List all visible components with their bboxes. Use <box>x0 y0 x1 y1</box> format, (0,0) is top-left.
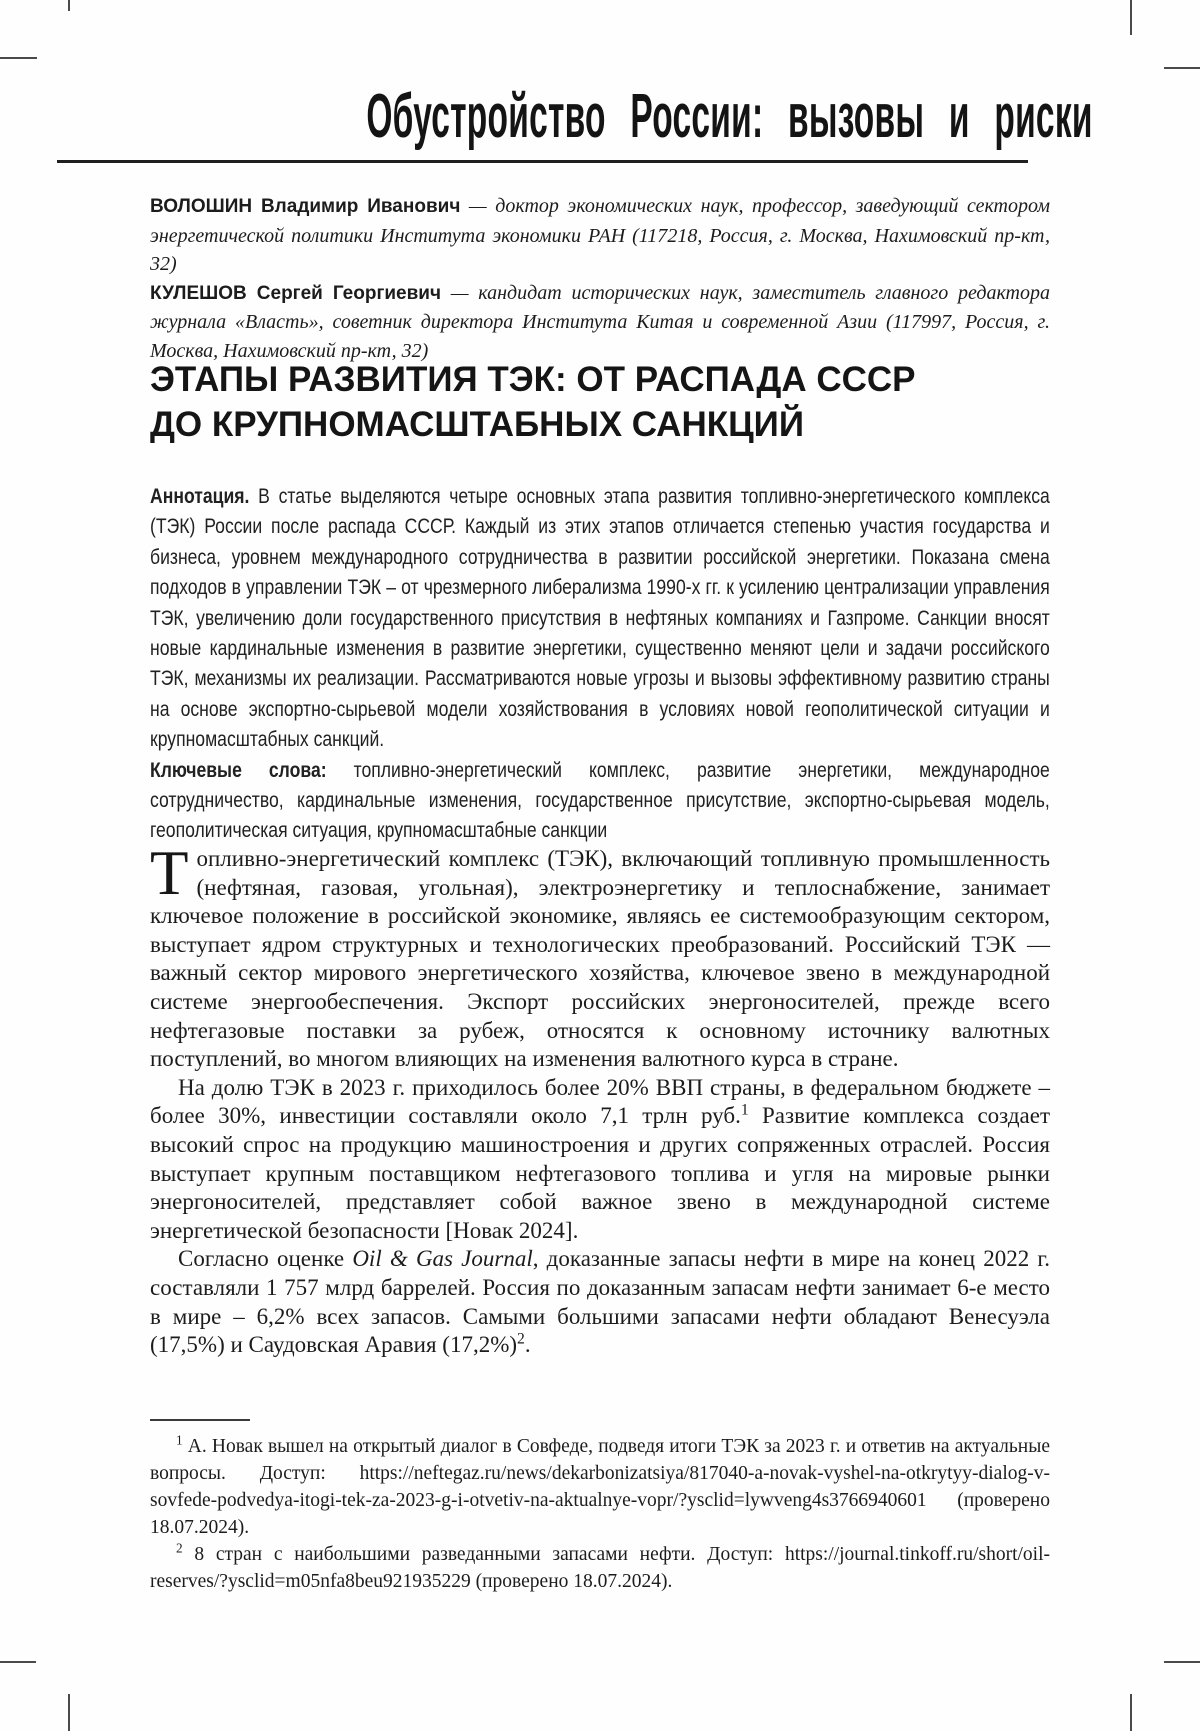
author-affiliation: — доктор экономических наук, профессор, заведующий сектором энергетической политики Института экономики РАН (117218, Россия, г. Москва, Нахимовский пр-кт, 32) <box>150 195 1050 275</box>
body-paragraph-3-text: . <box>524 1332 531 1358</box>
footnote-1-marker: 1 <box>176 1432 183 1448</box>
author-entry <box>150 192 1050 279</box>
keywords-label: Ключевые слова: <box>150 757 327 782</box>
footnote-separator <box>150 1419 250 1421</box>
scan-mark-bottom-right-horizontal <box>1164 1661 1200 1663</box>
section-header: Обустройство России: вызовы и риски <box>366 82 1093 151</box>
footnotes-block <box>150 1433 1050 1595</box>
scan-mark-top-right-horizontal <box>1164 67 1200 69</box>
body-paragraph-2-text: На долю ТЭК в 2023 г. приходилось более 20% ВВП страны, в федеральном бюджете – более 30%, инвестиции составляли около 7,1 трлн руб. <box>150 1074 1050 1129</box>
body-paragraph-2 <box>150 1074 1050 1246</box>
body-paragraph-3 <box>150 1245 1050 1359</box>
author-block <box>150 192 1050 365</box>
footnote-1-text: А. Новак вышел на открытый диалог в Совфеде, подведя итоги ТЭК за 2023 г. и ответив на актуальные вопросы. Доступ: https://neftegaz.ru/news/dekarbonizatsiya/817040-a-novak-vyshel-na-otkrytyy-dialog-v-sovfede-podvedya-itogi-tek-za-2023-g-i-otvetiv-na-aktualnye-vopr/?ysclid=lywveng4s3766940601 (проверено 18.07.2024). <box>150 1436 1050 1538</box>
footnote-2 <box>150 1541 1050 1595</box>
keywords-paragraph <box>150 755 1050 846</box>
scan-mark-top-left-vertical <box>68 0 70 11</box>
drop-cap: Т <box>150 838 189 908</box>
abstract-label: Аннотация. <box>150 484 250 508</box>
body-paragraph-1-text: опливно-энергетический комплекс (ТЭК), включающий топливную промышленность (нефтяная, газовая, угольная), электроэнергетику и теплоснабжение, занимает ключевое положение в российской экономике, являясь ее системообразующим сектором, выступает ядром структурных и технологических преобразований. Российский ТЭК — важный сектор мирового энергетического хозяйства, ключевое звено в международной системе энергообеспечения. Экспорт российских энергоносителей, прежде всего нефтегазовые поставки за рубеж, относятся к основному источнику валютных поступлений, во многом влияющих на изменения валютного курса в стране. <box>150 846 1050 1072</box>
author-name: ВОЛОШИН Владимир Иванович <box>150 196 461 217</box>
article-title-line-1: ЭТАПЫ РАЗВИТИЯ ТЭК: ОТ РАСПАДА СССР <box>150 360 916 399</box>
abstract-text: В статье выделяются четыре основных этапа развития топливно-энергетического комплекса (ТЭК) России после распада СССР. Каждый из этих этапов отличается степенью участия государства и бизнеса, уровнем международного сотрудничества в развитии российской энергетики. Показана смена подходов в управлении ТЭК – от чрезмерного либерализма 1990-х гг. к усилению централизации управления ТЭК, увеличению доли государственного присутствия в нефтяных компаниях и Газпроме. Санкции вносят новые кардинальные изменения в развитие энергетики, существенно меняют цели и задачи российского ТЭК, механизмы их реализации. Рассматриваются новые угрозы и вызовы эффективному развитию страны на основе экспортно-сырьевой модели хозяйствования в условиях новой геополитической ситуации и крупномасштабных санкций. <box>150 484 1050 752</box>
article-body <box>150 838 1051 1360</box>
body-paragraph-3-text: , доказанные запасы нефти в мире на конец 2022 г. составляли 1 757 млрд баррелей. Россия по доказанным запасам нефти занимает 6-е место в мире – 6,2% всех запасов. Самыми большими запасами нефти обладают Венесуэла (17,5%) и Саудовская Аравия (17,2%) <box>150 1246 1051 1358</box>
footnote-2-marker: 2 <box>176 1540 183 1556</box>
section-header-band <box>57 82 1093 163</box>
footnote-2-text: 8 стран с наибольшими разведанными запасами нефти. Доступ: https://journal.tinkoff.ru/short/oil-reserves/?ysclid=m05nfa8beu921935229 (проверено 18.07.2024). <box>150 1544 1050 1592</box>
scan-mark-bottom-left-horizontal <box>0 1661 36 1663</box>
footnote-1 <box>150 1433 1050 1541</box>
footnote-ref-2: 2 <box>517 1330 525 1348</box>
abstract-block <box>150 481 1050 846</box>
author-name: КУЛЕШОВ Сергей Георгиевич <box>150 282 441 304</box>
scan-mark-bottom-right-vertical <box>1130 1694 1132 1731</box>
body-paragraph-1 <box>150 838 1050 1074</box>
footnote-ref-1: 1 <box>740 1101 749 1119</box>
scan-mark-bottom-left-vertical <box>68 1694 70 1731</box>
author-affiliation: — кандидат исторических наук, заместитель главного редактора журнала «Власть», советник директора Института Китая и современной Азии (117997, Россия, г. Москва, Нахимовский пр-кт, 32) <box>150 281 1050 362</box>
author-entry <box>150 279 1050 366</box>
article-title <box>150 357 1090 447</box>
keywords-text: топливно-энергетический комплекс, развитие энергетики, международное сотрудничество, кардинальные изменения, государственное присутствие, экспортно-сырьевая модель, геополитическая ситуация, крупномасштабные санкции <box>150 757 1050 843</box>
body-paragraph-3-text: Согласно оценке <box>178 1246 353 1272</box>
scan-mark-top-right-vertical <box>1130 0 1132 35</box>
scan-mark-top-left-horizontal <box>0 57 37 59</box>
abstract-paragraph <box>150 481 1050 755</box>
journal-name-italic: Oil & Gas Journal <box>352 1246 533 1272</box>
article-title-line-2: ДО КРУПНОМАСШТАБНЫХ САНКЦИЙ <box>150 405 804 444</box>
body-paragraph-2-text: Развитие комплекса создает высокий спрос на продукцию машиностроения и других сопряженных отраслей. Россия выступает крупным поставщиком нефтегазового топлива и угля на мировые рынки энергоносителей, представляет собой важное звено в международной системе энергетической безопасности [Новак 2024]. <box>150 1103 1050 1243</box>
